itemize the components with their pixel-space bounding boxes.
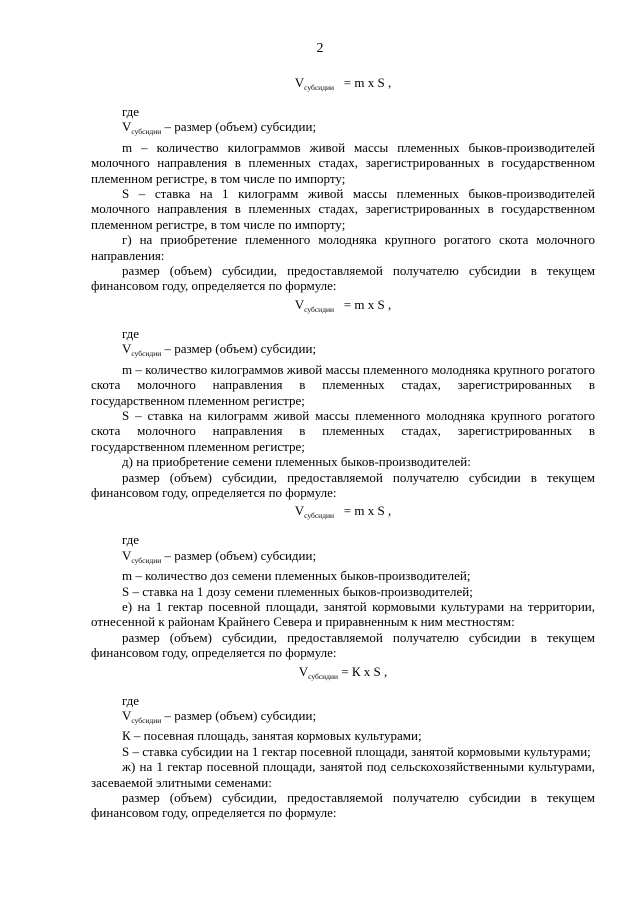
definition-v: $V_{субсидии}$ – размер (объем) субсидии; <box>122 547 317 565</box>
document-body <box>91 72 595 821</box>
definition-m-semen: m – количество доз семени племенных быков-производителей; <box>122 568 471 584</box>
definition-k-area: К – посевная площадь, занятая кормовых культурами; <box>122 728 422 744</box>
formula-subscript: субсидии <box>304 83 335 92</box>
definition-s-area: S – ставка субсидии на 1 гектар посевной площади, занятой кормовыми культурами; <box>122 743 591 759</box>
formula-variable: V <box>294 75 305 90</box>
definition-s-semen: S – ставка на 1 дозу семени племенных быков-производителей; <box>122 583 473 599</box>
formula-intro: размер (объем) субсидии, предоставляемой получателю субсидии в текущем финансовом году, определяется по формуле: <box>91 790 595 821</box>
formula-variable: V <box>294 296 305 312</box>
formula-subscript: субсидии <box>304 304 335 314</box>
formula-rhs: = m x S , <box>343 296 392 312</box>
formula-rhs: = m x S , <box>343 503 392 519</box>
item-zh-heading: ж) на 1 гектар посевной площади, занятой под сельскохозяйственными культурами, засеваемой элитными семенами: <box>91 759 595 790</box>
formula-variable: V <box>294 503 305 519</box>
formula-rhs: = К x S , <box>341 663 388 679</box>
definition-m-bulls: m – количество килограммов живой массы племенных быков-производителей молочного направления в племенных стадах, зарегистрированных в государственном племенном регистре, в том числе по импорту; <box>91 139 595 186</box>
formula-intro: размер (объем) субсидии, предоставляемой получателю субсидии в текущем финансовом году, определяется по формуле: <box>91 263 595 294</box>
item-d-heading: д) на приобретение семени племенных быков-производителей: <box>122 454 471 470</box>
formula-intro: размер (объем) субсидии, предоставляемой получателю субсидии в текущем финансовом году, определяется по формуле: <box>91 629 595 661</box>
formula-subsidy-semen <box>91 500 595 522</box>
definition-s-young-cattle: S – ставка на килограмм живой массы племенного молодняка крупного рогатого скота молочного направления в племенных стадах, зарегистрированных в государственном племенном регистре; <box>91 407 595 454</box>
formula-subsidy-bulls-weight <box>91 72 595 94</box>
item-e-heading: е) на 1 гектар посевной площади, занятой кормовыми культурами на территории, отнесенной к районам Крайнего Севера и приравненным к ним местностям: <box>91 598 595 630</box>
formula-rhs: = m x S , <box>343 75 392 90</box>
definition-v: $V_{субсидии}$ – размер (объем) субсидии; <box>122 708 317 725</box>
where-label: где <box>122 104 140 119</box>
formula-subsidy-young-cattle <box>91 294 595 316</box>
where-label: где <box>122 692 140 708</box>
definition-s-bulls: S – ставка на 1 килограмм живой массы племенных быков-производителей молочного направления в племенных стадах, зарегистрированных в государственном племенном регистре, в том числе по импорту; <box>91 186 595 232</box>
item-g-heading: г) на приобретение племенного молодняка крупного рогатого скота молочного направления: <box>91 232 595 263</box>
formula-intro: размер (объем) субсидии, предоставляемой получателю субсидии в текущем финансовом году, определяется по формуле: <box>91 469 595 500</box>
definition-v: $V_{субсидии}$ – размер (объем) субсидии; <box>122 341 317 359</box>
formula-variable: V <box>298 663 309 679</box>
where-label: где <box>122 325 140 341</box>
definition-v: $V_{субсидии}$ – размер (объем) субсидии; <box>122 119 317 137</box>
formula-subscript: субсидии <box>304 511 335 521</box>
definition-m-young-cattle: m – количество килограммов живой массы племенного молодняка крупного рогатого скота молочного направления в племенных стадах, зарегистрированных в государственном племенном регистре; <box>91 361 595 408</box>
formula-subscript: субсидии <box>308 671 339 681</box>
page-number: 2 <box>316 41 324 56</box>
formula-subsidy-fodder-area <box>91 661 595 683</box>
where-label: где <box>122 532 140 548</box>
